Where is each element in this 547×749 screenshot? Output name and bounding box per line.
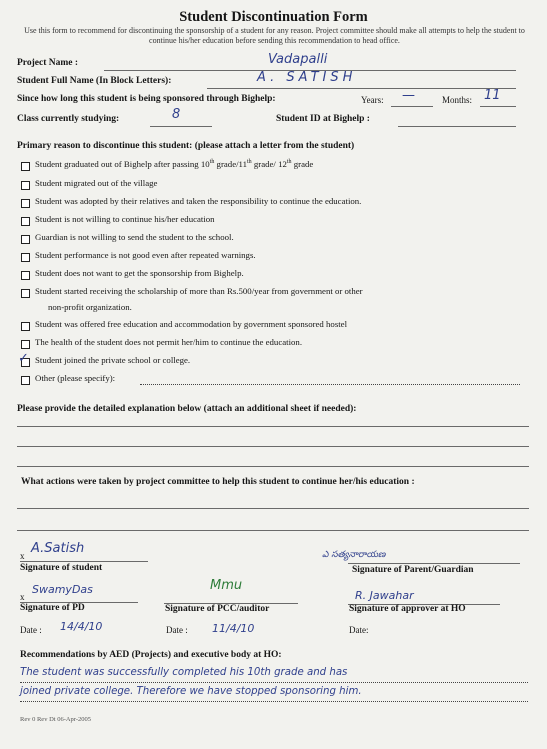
years-line: [391, 106, 433, 107]
class-value[interactable]: 8: [172, 107, 181, 122]
months-value[interactable]: 11: [484, 88, 501, 103]
actions-line-2[interactable]: [17, 530, 529, 531]
student-id-label: Student ID at Bighelp :: [276, 114, 370, 124]
recommendation-line-1[interactable]: The student was successfully completed his 10th grade and has: [20, 667, 348, 678]
reasons-heading: Primary reason to discontinue this student: (please attach a letter from the student): [17, 141, 355, 151]
months-label: Months:: [442, 95, 473, 105]
reason-label-8: Student started receiving the scholarship of more than Rs.500/year from government or other: [35, 286, 363, 296]
student-id-line: [398, 126, 516, 127]
student-name-label: Student Full Name (In Block Letters):: [17, 76, 172, 86]
class-line: [150, 126, 212, 127]
reason-checkbox-1[interactable]: [21, 162, 30, 171]
explanation-line-1[interactable]: [17, 426, 529, 427]
recommendation-label: Recommendations by AED (Projects) and executive body at HO:: [20, 650, 282, 660]
actions-label: What actions were taken by project committee to help this student to continue her/his education :: [21, 477, 415, 487]
approver-signature-label: Signature of approver at HO: [349, 604, 466, 614]
project-name-label: Project Name :: [17, 58, 79, 68]
approver-signature[interactable]: R. Jawahar: [355, 589, 414, 602]
reason-label-1: Student graduated out of Bighelp after passing 10th grade/11th grade/ 12th grade: [35, 159, 314, 169]
pcc-date-value[interactable]: 11/4/10: [212, 622, 255, 635]
pd-signature[interactable]: SwamyDas: [32, 583, 93, 596]
recommendation-line-2[interactable]: joined private college. Therefore we have stopped sponsoring him.: [20, 686, 362, 697]
student-sign-x: x: [20, 551, 25, 561]
student-signature-label: Signature of student: [20, 563, 103, 573]
reason-label-5: Guardian is not willing to send the student to the school.: [35, 232, 234, 242]
reason-label-10: The health of the student does not permit her/him to continue the education.: [35, 337, 303, 347]
project-name-value[interactable]: Vadapalli: [268, 52, 328, 67]
checkmark-icon: ✓: [18, 351, 29, 366]
reason-label-3: Student was adopted by their relatives and taken the responsibility to continue the education.: [35, 196, 362, 206]
actions-line-1[interactable]: [17, 508, 529, 509]
years-label: Years:: [361, 95, 384, 105]
reason-label-7: Student does not want to get the sponsorship from Bighelp.: [35, 268, 244, 278]
reason-checkbox-9[interactable]: [21, 322, 30, 331]
other-reason-line[interactable]: [140, 384, 520, 385]
revision-footer: Rev 0 Rev Dt 06-Apr-2005: [20, 716, 91, 723]
reason-checkbox-8[interactable]: [21, 289, 30, 298]
pcc-signature-label: Signature of PCC/auditor: [165, 604, 270, 614]
reason-label-4: Student is not willing to continue his/her education: [35, 214, 215, 224]
recommendation-rule-2: [20, 701, 528, 702]
pcc-signature[interactable]: Mmu: [210, 578, 243, 593]
reason-checkbox-12[interactable]: [21, 376, 30, 385]
explanation-line-2[interactable]: [17, 446, 529, 447]
student-signature[interactable]: A.Satish: [31, 541, 85, 556]
reason-label-12: Other (please specify):: [35, 373, 116, 383]
reason-label-9: Student was offered free education and accommodation by government sponsored hostel: [35, 319, 348, 329]
form-title: Student Discontinuation Form: [179, 9, 368, 25]
recommendation-rule-1: [20, 682, 528, 683]
reason-label-2: Student migrated out of the village: [35, 178, 158, 188]
explanation-label: Please provide the detailed explanation below (attach an additional sheet if needed):: [17, 404, 357, 414]
reason-checkbox-10[interactable]: [21, 340, 30, 349]
reason-checkbox-6[interactable]: [21, 253, 30, 262]
approver-date-label: Date:: [349, 625, 369, 635]
reason-checkbox-4[interactable]: [21, 217, 30, 226]
explanation-line-3[interactable]: [17, 466, 529, 467]
reason-label-11: Student joined the private school or college.: [35, 355, 191, 365]
months-line: [480, 106, 516, 107]
pd-signature-label: Signature of PD: [20, 603, 85, 613]
student-signature-line: [20, 561, 148, 562]
sponsorship-duration-label: Since how long this student is being sponsored through Bighelp:: [17, 94, 276, 104]
parent-signature[interactable]: ఎ సత్యనారాయణ: [322, 550, 386, 560]
reason-checkbox-3[interactable]: [21, 199, 30, 208]
pcc-date-label: Date :: [166, 625, 188, 635]
student-name-value[interactable]: A. SATISH: [257, 70, 357, 85]
years-value[interactable]: —: [402, 88, 415, 103]
student-name-line: [207, 88, 516, 89]
reason-checkbox-2[interactable]: [21, 181, 30, 190]
reason-checkbox-5[interactable]: [21, 235, 30, 244]
class-label: Class currently studying:: [17, 114, 120, 124]
reason-checkbox-7[interactable]: [21, 271, 30, 280]
reason-label-6: Student performance is not good even after repeated warnings.: [35, 250, 256, 260]
parent-signature-label: Signature of Parent/Guardian: [352, 565, 474, 575]
parent-signature-line: [348, 563, 520, 564]
form-intro: Use this form to recommend for discontinuing the sponsorship of a student for any reason. Project committee should make all attempts to help the student to continue his/her education before sending this recommendation to head office.: [24, 26, 525, 45]
pd-sign-x: x: [20, 592, 25, 602]
reason-label-8-continued: non-profit organization.: [48, 302, 132, 312]
pd-date-value[interactable]: 14/4/10: [60, 620, 103, 633]
pd-date-label: Date :: [20, 625, 42, 635]
